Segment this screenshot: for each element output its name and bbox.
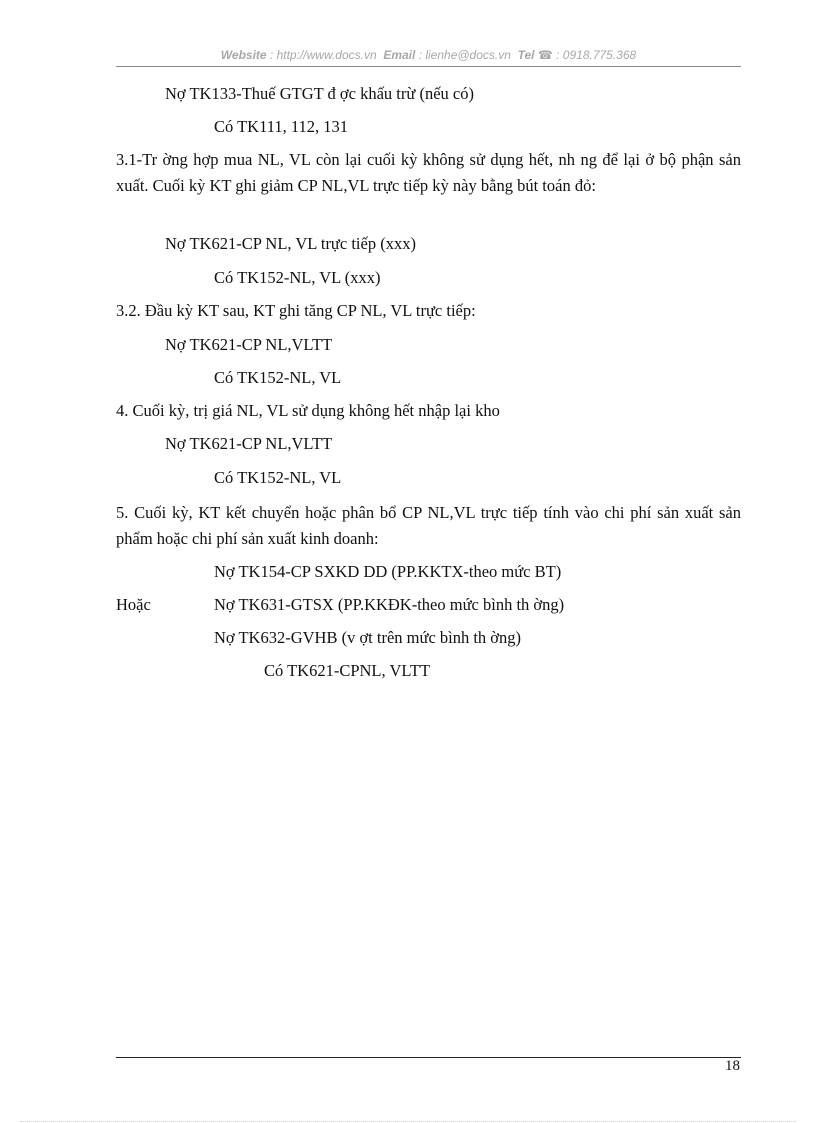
phone-icon: ☎: [537, 48, 553, 62]
paragraph-3-1: 3.1-Tr ờng hợp mua NL, VL còn lại cuối kỳ không sử dụng hết, nh ng để lại ở bộ phận sản xuất. Cuối kỳ KT ghi giảm CP NL,VL trực tiếp kỳ này bằng bút toán đỏ:: [116, 150, 741, 195]
entry-debit-tk632: Nợ TK632-GVHB (v ợt trên mức bình th ờng): [214, 628, 522, 647]
tel-value: : 0918.775.368: [556, 48, 637, 62]
entry-credit-tk152-b: Có TK152-NL, VL: [214, 468, 342, 487]
entry-debit-tk621-xxx: Nợ TK621-CP NL, VL trực tiếp (xxx): [165, 234, 416, 253]
website-value: : http://www.docs.vn: [269, 48, 377, 62]
page-header: [116, 46, 741, 67]
entry-credit-tk152-xxx: Có TK152-NL, VL (xxx): [214, 268, 381, 287]
email-value: : lienhe@docs.vn: [418, 48, 511, 62]
entry-debit-tk621-b: Nợ TK621-CP NL,VLTT: [165, 434, 333, 453]
entry-debit-tk621-a: Nợ TK621-CP NL,VLTT: [165, 335, 333, 354]
heading-3-2: 3.2. Đầu kỳ KT sau, KT ghi tăng CP NL, VL trực tiếp:: [116, 301, 476, 320]
label-hoac: Hoặc: [116, 595, 151, 614]
entry-debit-tk154: Nợ TK154-CP SXKD DD (PP.KKTX-theo mức BT): [214, 562, 562, 581]
website-label: Website: [220, 48, 267, 62]
tel-label: Tel: [517, 48, 535, 62]
paragraph-5: 5. Cuối kỳ, KT kết chuyển hoặc phân bổ CP NL,VL trực tiếp tính vào chi phí sản xuất sản phẩm hoặc chi phí sản xuất kinh doanh:: [116, 503, 741, 548]
email-label: Email: [383, 48, 416, 62]
page-edge-divider: [20, 1121, 796, 1122]
entry-credit-tk111: Có TK111, 112, 131: [214, 117, 348, 136]
heading-4: 4. Cuối kỳ, trị giá NL, VL sử dụng không hết nhập lại kho: [116, 401, 500, 420]
entry-credit-tk152-a: Có TK152-NL, VL: [214, 368, 342, 387]
entry-credit-tk621: Có TK621-CPNL, VLTT: [264, 661, 431, 680]
entry-debit-tk631: Nợ TK631-GTSX (PP.KKĐK-theo mức bình th ờng): [214, 595, 565, 614]
page-number: 18: [725, 1058, 740, 1074]
entry-debit-tk133: Nợ TK133-Thuế GTGT đ ợc khấu trừ (nếu có): [165, 84, 474, 103]
footer-divider: [116, 1057, 741, 1058]
